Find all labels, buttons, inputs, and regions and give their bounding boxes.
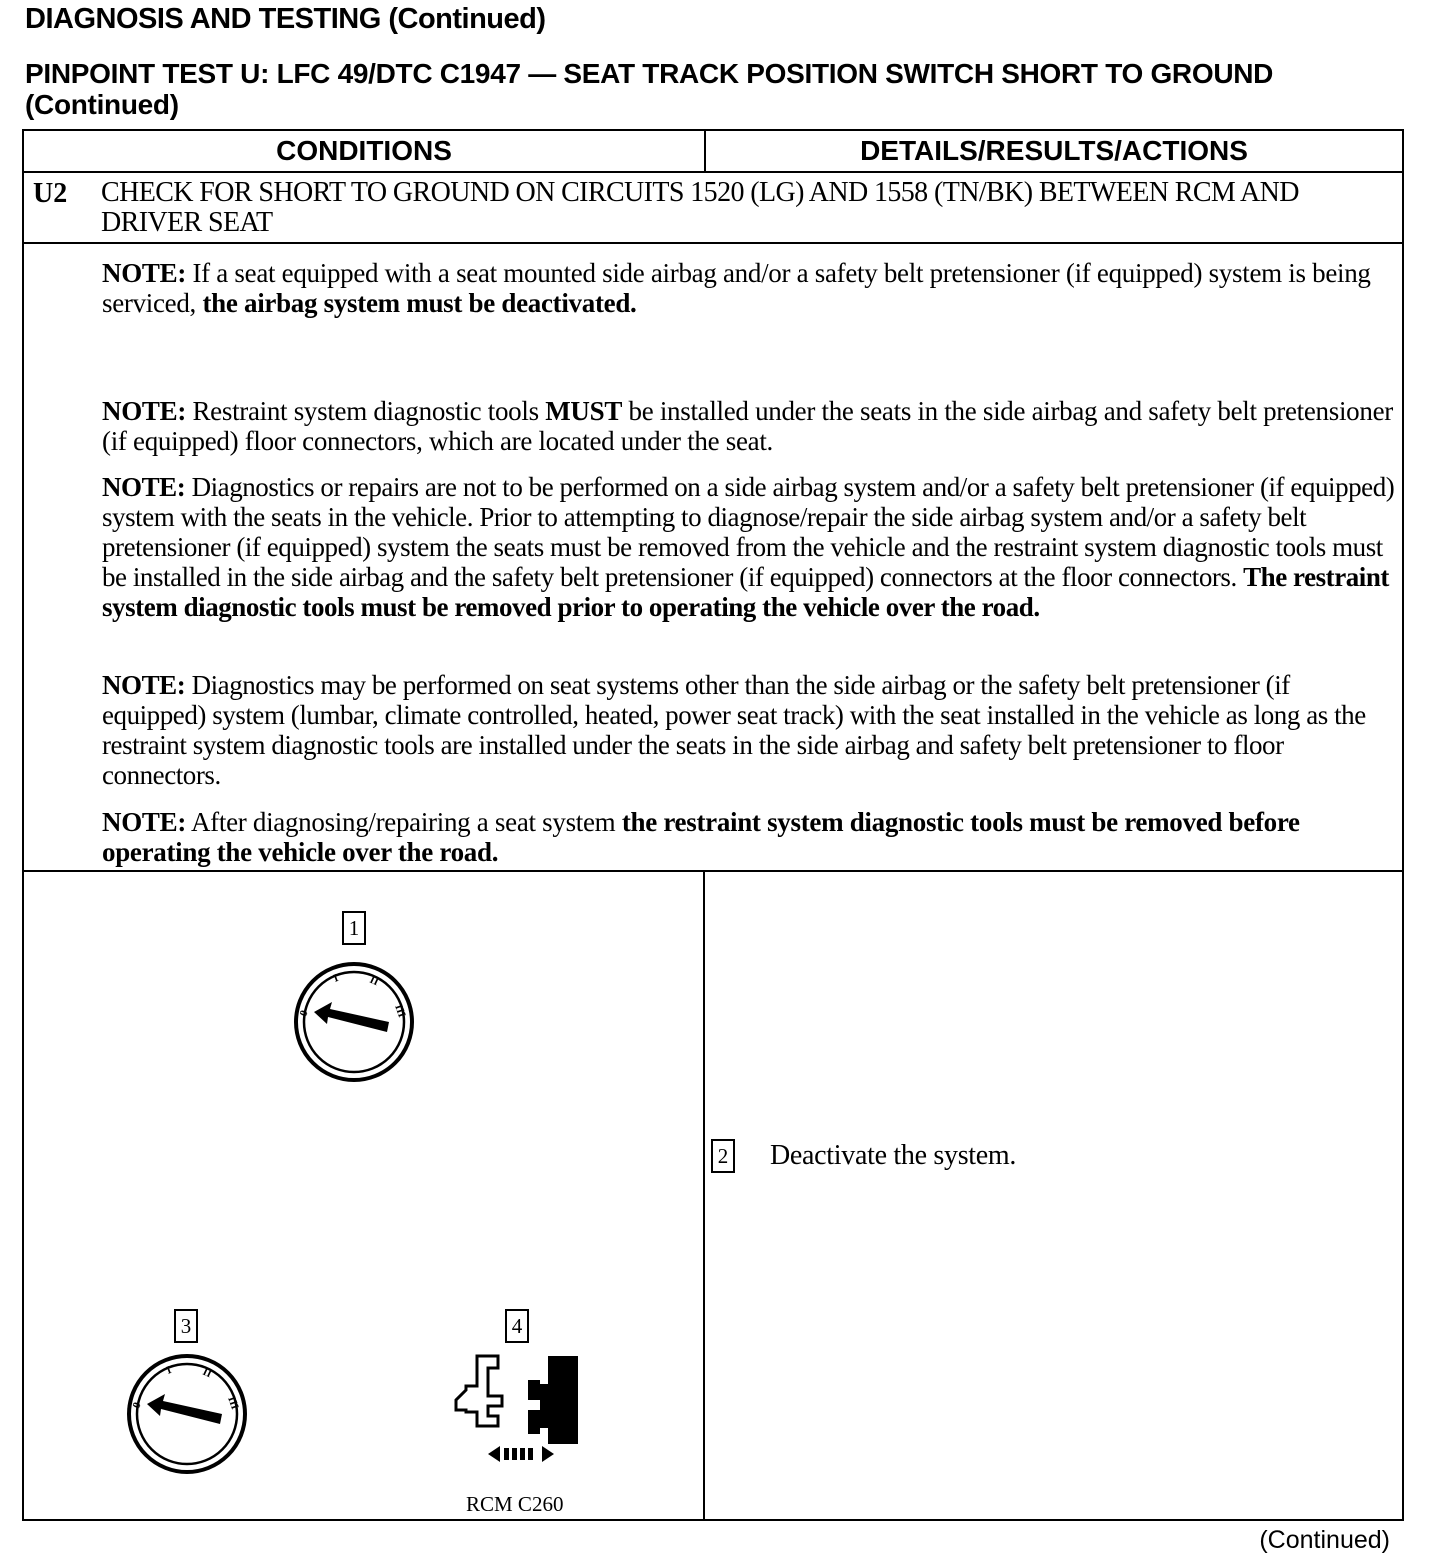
- connector-icon: [452, 1352, 584, 1478]
- switch-mark-0: 0: [297, 1008, 311, 1019]
- ignition-switch-icon: [125, 1352, 249, 1476]
- test-table: [22, 129, 1404, 1521]
- illustration-divider: [703, 870, 705, 1519]
- action-text: Deactivate the system.: [770, 1140, 1017, 1171]
- ignition-switch-icon: [292, 960, 416, 1084]
- note-1: NOTE: If a seat equipped with a seat mounted side airbag and/or a safety belt pretensioner (if equipped) system is being serviced, the airbag system must be deactivated.: [102, 258, 1371, 318]
- step-number: U2: [33, 178, 68, 209]
- switch-mark-3: III: [392, 1002, 408, 1020]
- connector-label: RCM C260: [466, 1492, 564, 1516]
- switch-mark-0: 0: [130, 1400, 144, 1411]
- note-5: NOTE: After diagnosing/repairing a seat system the restraint system diagnostic tools must be removed before operating the vehicle over the road.: [102, 807, 1300, 867]
- note-2: NOTE: Restraint system diagnostic tools MUST be installed under the seats in the side airbag and safety belt pretensioner (if equipped) floor connectors, which are located under the seat.: [102, 396, 1393, 456]
- notes-rule: [24, 870, 1402, 872]
- header-divider: [704, 131, 706, 171]
- switch-mark-1: I: [164, 1364, 174, 1377]
- switch-mark-2: II: [367, 973, 381, 989]
- test-title: PINPOINT TEST U: LFC 49/DTC C1947 — SEAT TRACK POSITION SWITCH SHORT TO GROUND (Continued): [25, 58, 1274, 120]
- details-header: DETAILS/RESULTS/ACTIONS: [860, 135, 1248, 166]
- step-rule: [24, 242, 1402, 244]
- callout-1: 1: [342, 911, 366, 945]
- footer-continued: (Continued): [1259, 1526, 1390, 1554]
- note-3: NOTE: Diagnostics or repairs are not to be performed on a side airbag system and/or a safety belt pretensioner (if equipped) system with the seats in the vehicle. Prior to attempting to diagnose/repair the side airbag system and/or a safety belt pretensioner (if equipped) system the seats must be removed from the vehicle and the restraint system diagnostic tools must be installed in the side airbag and the safety belt pretensioner (if equipped) connectors at the floor connectors. The restraint system diagnostic tools must be removed prior to operating the vehicle over the road.: [102, 472, 1395, 622]
- callout-3: 3: [174, 1309, 198, 1343]
- callout-2: 2: [711, 1139, 735, 1173]
- switch-mark-1: I: [331, 972, 341, 985]
- switch-mark-2: II: [200, 1365, 214, 1381]
- conditions-header: CONDITIONS: [276, 135, 452, 166]
- switch-mark-3: III: [225, 1394, 241, 1412]
- note-4: NOTE: Diagnostics may be performed on seat systems other than the side airbag or the safety belt pretensioner (if equipped) system (lumbar, climate controlled, heated, power seat track) with the seat installed in the vehicle as long as the restraint system diagnostic tools are installed under the seats in the side airbag and safety belt pretensioner to floor connectors.: [102, 670, 1366, 790]
- callout-4: 4: [505, 1309, 529, 1343]
- page-header: DIAGNOSIS AND TESTING (Continued): [25, 3, 546, 35]
- step-title: CHECK FOR SHORT TO GROUND ON CIRCUITS 1520 (LG) AND 1558 (TN/BK) BETWEEN RCM AND DRIVER SEAT: [101, 177, 1299, 238]
- header-rule: [24, 171, 1402, 173]
